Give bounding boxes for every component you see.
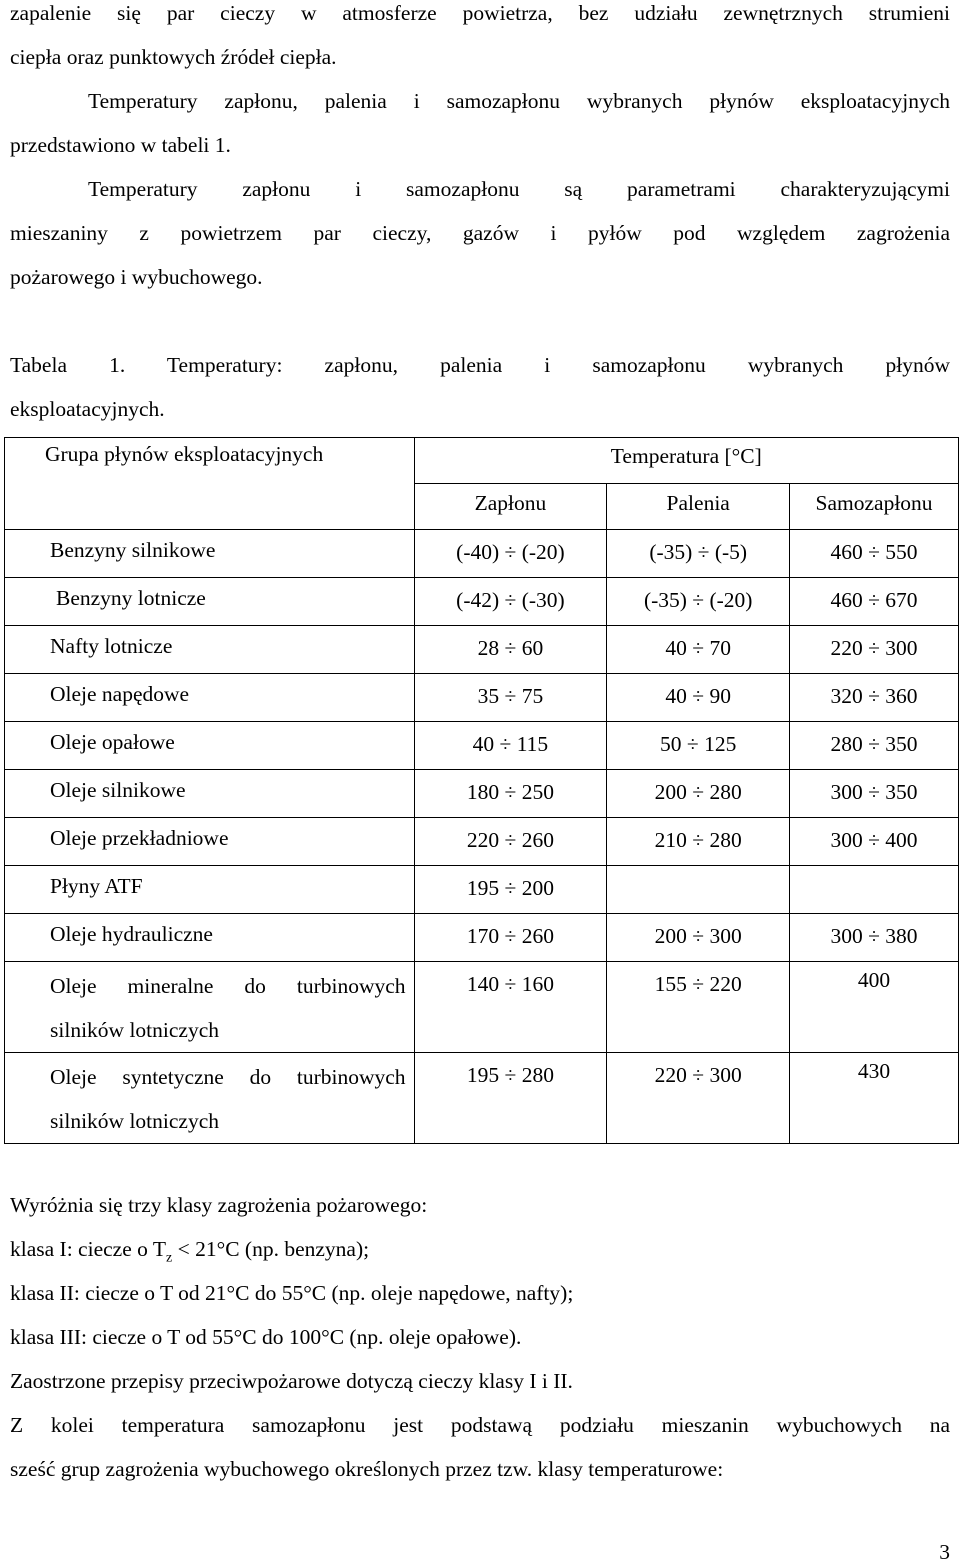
temperature-header: Temperatura [°C] (414, 438, 958, 484)
temperature-table (4, 437, 959, 1144)
cell-zaplonu: 220 ÷ 260 (414, 818, 607, 866)
row-name: Oleje syntetyczne do turbinowych silników lotniczych (5, 1053, 415, 1144)
cell-zaplonu: (-40) ÷ (-20) (414, 530, 607, 578)
column-header: Samozapłonu (790, 484, 959, 530)
cell-samozaplonu: 220 ÷ 300 (790, 626, 959, 674)
cell-palenia: 50 ÷ 125 (607, 722, 790, 770)
cell-samozaplonu: 320 ÷ 360 (790, 674, 959, 722)
column-header: Palenia (607, 484, 790, 530)
paragraph-line: klasa II: ciecze o T od 21°C do 55°C (np. oleje napędowe, nafty); (10, 1281, 574, 1305)
row-name: Oleje opałowe (5, 722, 415, 770)
paragraph-line: klasa I: ciecze o $T_z < 21^\circ C$ (np. benzyna); (10, 1237, 370, 1266)
cell-palenia: (-35) ÷ (-5) (607, 530, 790, 578)
table-row (5, 866, 959, 914)
table-row (5, 1053, 959, 1144)
table-row (5, 674, 959, 722)
paragraph-line: Temperatury zapłonu i samozapłonu są parametrami charakteryzującymi (88, 177, 950, 201)
cell-zaplonu: 35 ÷ 75 (414, 674, 607, 722)
paragraph-line: sześć grup zagrożenia wybuchowego określonych przez tzw. klasy temperaturowe: (10, 1457, 724, 1481)
cell-zaplonu: 40 ÷ 115 (414, 722, 607, 770)
paragraph-line: Z kolei temperatura samozapłonu jest podstawą podziału mieszanin wybuchowych na (10, 1413, 950, 1437)
row-name: Oleje mineralne do turbinowych silników lotniczych (5, 962, 415, 1053)
table-row (5, 626, 959, 674)
paragraph-line: mieszaniny z powietrzem par cieczy, gazów i pyłów pod względem zagrożenia (10, 221, 950, 245)
cell-samozaplonu: 300 ÷ 400 (790, 818, 959, 866)
row-name: Benzyny silnikowe (5, 530, 415, 578)
table-row (5, 770, 959, 818)
paragraph-line: Zaostrzone przepisy przeciwpożarowe dotyczą cieczy klasy I i II. (10, 1369, 573, 1393)
cell-samozaplonu: 400 (790, 962, 959, 1053)
page-number: 3 (939, 1540, 950, 1564)
cell-samozaplonu: 430 (790, 1053, 959, 1144)
cell-zaplonu: 28 ÷ 60 (414, 626, 607, 674)
cell-zaplonu: 170 ÷ 260 (414, 914, 607, 962)
cell-samozaplonu: 280 ÷ 350 (790, 722, 959, 770)
cell-palenia: 40 ÷ 90 (607, 674, 790, 722)
table-row (5, 722, 959, 770)
cell-samozaplonu (790, 866, 959, 914)
cell-palenia: 155 ÷ 220 (607, 962, 790, 1053)
cell-zaplonu: 195 ÷ 200 (414, 866, 607, 914)
row-name: Oleje napędowe (5, 674, 415, 722)
cell-palenia: 210 ÷ 280 (607, 818, 790, 866)
paragraph-line: ciepła oraz punktowych źródeł ciepła. (10, 45, 337, 69)
cell-palenia: (-35) ÷ (-20) (607, 578, 790, 626)
cell-zaplonu: 180 ÷ 250 (414, 770, 607, 818)
row-name: Oleje silnikowe (5, 770, 415, 818)
cell-palenia: 220 ÷ 300 (607, 1053, 790, 1144)
group-header: Grupa płynów eksploatacyjnych (5, 438, 415, 530)
row-name: Nafty lotnicze (5, 626, 415, 674)
cell-zaplonu: 140 ÷ 160 (414, 962, 607, 1053)
table-row (5, 530, 959, 578)
table-row (5, 914, 959, 962)
row-name: Oleje przekładniowe (5, 818, 415, 866)
table-caption: eksploatacyjnych. (10, 397, 165, 421)
paragraph-line: klasa III: ciecze o T od 55°C do 100°C (np. oleje opałowe). (10, 1325, 522, 1349)
cell-samozaplonu: 460 ÷ 550 (790, 530, 959, 578)
row-name: Oleje hydrauliczne (5, 914, 415, 962)
table-row (5, 818, 959, 866)
paragraph-line: pożarowego i wybuchowego. (10, 265, 263, 289)
column-header: Zapłonu (414, 484, 607, 530)
cell-palenia: 200 ÷ 280 (607, 770, 790, 818)
paragraph-line: przedstawiono w tabeli 1. (10, 133, 231, 157)
cell-zaplonu: (-42) ÷ (-30) (414, 578, 607, 626)
row-name: Płyny ATF (5, 866, 415, 914)
cell-samozaplonu: 300 ÷ 380 (790, 914, 959, 962)
table-row (5, 962, 959, 1053)
cell-palenia: 200 ÷ 300 (607, 914, 790, 962)
table-caption: Tabela 1. Temperatury: zapłonu, palenia i samozapłonu wybranych płynów (10, 353, 950, 377)
cell-palenia (607, 866, 790, 914)
cell-samozaplonu: 300 ÷ 350 (790, 770, 959, 818)
cell-zaplonu: 195 ÷ 280 (414, 1053, 607, 1144)
cell-samozaplonu: 460 ÷ 670 (790, 578, 959, 626)
paragraph-line: Temperatury zapłonu, palenia i samozapłonu wybranych płynów eksploatacyjnych (88, 89, 950, 113)
paragraph-line: zapalenie się par cieczy w atmosferze powietrza, bez udziału zewnętrznych strumieni (10, 1, 950, 25)
table-row (5, 578, 959, 626)
cell-palenia: 40 ÷ 70 (607, 626, 790, 674)
paragraph-line: Wyróżnia się trzy klasy zagrożenia pożarowego: (10, 1193, 428, 1217)
row-name: Benzyny lotnicze (5, 578, 415, 626)
